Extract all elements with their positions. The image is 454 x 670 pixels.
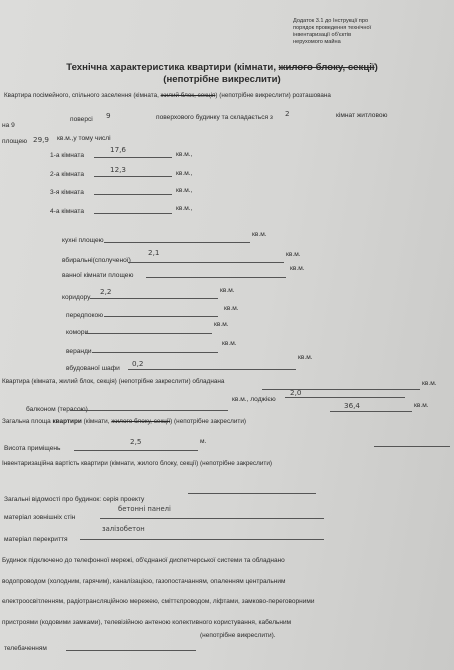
total-area-line (330, 411, 412, 412)
room-4-label: 4-а кімната (50, 208, 85, 215)
living-area-value: 29,9 (33, 135, 50, 144)
equipped-line (262, 389, 420, 390)
loggia-value: 2,0 (290, 388, 302, 397)
room-2-line (94, 176, 172, 177)
title-text: Технічна характеристика квартири (кімнати, (66, 62, 279, 73)
intro-text-a: Квартира посімейного, спільного заселення (кімната, (4, 92, 161, 99)
room-1-value: 17,6 (110, 145, 127, 154)
height-label: Висота приміщень (4, 445, 61, 452)
balcony-line (70, 410, 228, 411)
building-label: поверхового будинку та складається з (156, 114, 273, 121)
walls-value: бетонні панелі (118, 505, 171, 513)
room-4-unit: кв.м., (176, 205, 193, 212)
pantry-label: комори (66, 329, 89, 336)
height-unit: м. (200, 438, 207, 445)
corridor-label: коридору (62, 294, 91, 301)
toilet-label: вбиральні(сполученої) (62, 257, 131, 264)
appendix-note-line-2: порядок проведення технічної (293, 25, 372, 31)
connections-line-5-line (66, 650, 196, 651)
equipped-unit: кв.м. (422, 380, 437, 387)
floor-label: поверсі (70, 116, 93, 123)
rooms-count-value: 2 (285, 109, 290, 118)
toilet-value: 2,1 (148, 248, 160, 257)
wardrobe-label: вбудованої шафи (66, 365, 120, 372)
project-series-line (188, 493, 316, 494)
rooms-label: кімнат житловою (336, 112, 388, 119)
inventory-line (374, 446, 450, 447)
hallway-label: передпокою (66, 312, 104, 319)
connections-line-3: електроосвітленням, радіотрансляційною мережею, сміттєпроводом, ліфтами, замково-переговорними (2, 598, 315, 605)
wardrobe-unit: кв.м. (298, 354, 313, 361)
height-value: 2,5 (130, 437, 142, 446)
kitchen-line (104, 242, 250, 243)
room-1-label: 1-а кімната (50, 152, 85, 159)
room-1-unit: кв.м., (176, 151, 193, 158)
corridor-line (90, 298, 218, 299)
hallway-unit: кв.м. (224, 305, 239, 312)
total-area-unit: кв.м. (414, 402, 429, 409)
appendix-note-line-1: Додаток 3.1 до Інструкції про (293, 18, 369, 24)
appendix-note-line-4: нерухомого майна (293, 39, 341, 45)
room-2-label: 2-а кімната (50, 171, 85, 178)
title-note: (непотрібне викреслити) (163, 74, 281, 85)
intro-text-b: ) (непотрібне викреслити) розташована (215, 92, 331, 99)
document-title (22, 62, 422, 73)
title-struck-text: жилого блоку, секції (278, 62, 375, 73)
wardrobe-value: 0,2 (132, 359, 144, 368)
kitchen-label: кухні площею (62, 237, 104, 244)
total-area-value: 36,4 (344, 401, 361, 410)
corridor-unit: кв.м. (220, 287, 235, 294)
floor-value: 9 (106, 111, 111, 120)
balcony-unit: кв.м., лоджією (232, 396, 276, 403)
bathroom-line (146, 277, 286, 278)
floor-material-value: залізобетон (102, 525, 145, 533)
equipped-text: Квартира (кімната, жилий блок, секція) (непотрібне закреслити) обладнана (2, 378, 225, 385)
room-2-value: 12,3 (110, 165, 127, 174)
toilet-unit: кв.м. (286, 251, 301, 258)
connections-line-2: водопроводом (холодним, гарячим), каналізацією, газопостачанням, опаленням центральним (2, 578, 286, 585)
pantry-unit: кв.м. (214, 321, 229, 328)
pantry-line (86, 333, 212, 334)
floor-material-label: матеріал перекриття (4, 536, 68, 543)
title-text-end: ) (374, 62, 378, 73)
connections-line-1: Будинок підключено до телефонної мережі, об'єднаної диспетчерської системи та обладнано (2, 557, 285, 564)
appendix-note-line-3: інвентаризації об'єктів (293, 32, 352, 38)
veranda-line (92, 352, 218, 353)
room-3-label: 3-я кімната (50, 189, 84, 196)
floor-material-line (80, 539, 324, 540)
area-suffix: кв.м.,у тому числі (57, 135, 111, 142)
inventory-text: Інвентаризаційна вартість квартири (кімнати, жилого блоку, секції) (непотрібне закреслити) (2, 460, 273, 467)
connections-line-4: пристроями (кодовими замками), телевізійною антеною колективного користування, кабельним (2, 619, 292, 626)
room-1-line (94, 157, 172, 158)
room-3-unit: кв.м., (176, 187, 193, 194)
height-line (74, 450, 198, 451)
walls-line (100, 518, 324, 519)
loggia-line (285, 397, 405, 398)
total-area-label: Загальна площа квартири (кімнати, жилого блоку, секції) (непотрібне закреслити) (2, 418, 247, 425)
room-4-line (94, 213, 172, 214)
toilet-line (128, 262, 284, 263)
corridor-value: 2,2 (100, 287, 112, 296)
floor-prefix: на 9 (2, 122, 15, 129)
walls-label: матеріал зовнішніх стін (4, 514, 76, 521)
connections-line-5-label: телебаченням (4, 645, 47, 652)
connections-line-5-note: (непотрібне викреслити). (200, 632, 276, 639)
wardrobe-line (128, 369, 296, 370)
general-info-label: Загальні відомості про будинок: серія проекту (4, 496, 145, 503)
balcony-label: балконом (терасою) (26, 406, 88, 413)
kitchen-unit: кв.м. (252, 231, 267, 238)
hallway-line (104, 316, 218, 317)
veranda-label: веранди (66, 348, 92, 355)
intro-struck-text: жилий блок, секція (160, 92, 216, 99)
area-prefix: площею (2, 138, 28, 145)
bathroom-label: ванної кімнати площею (62, 272, 134, 279)
intro-line (4, 92, 331, 99)
room-2-unit: кв.м., (176, 170, 193, 177)
room-3-line (94, 194, 172, 195)
bathroom-unit: кв.м. (290, 265, 305, 272)
veranda-unit: кв.м. (222, 340, 237, 347)
